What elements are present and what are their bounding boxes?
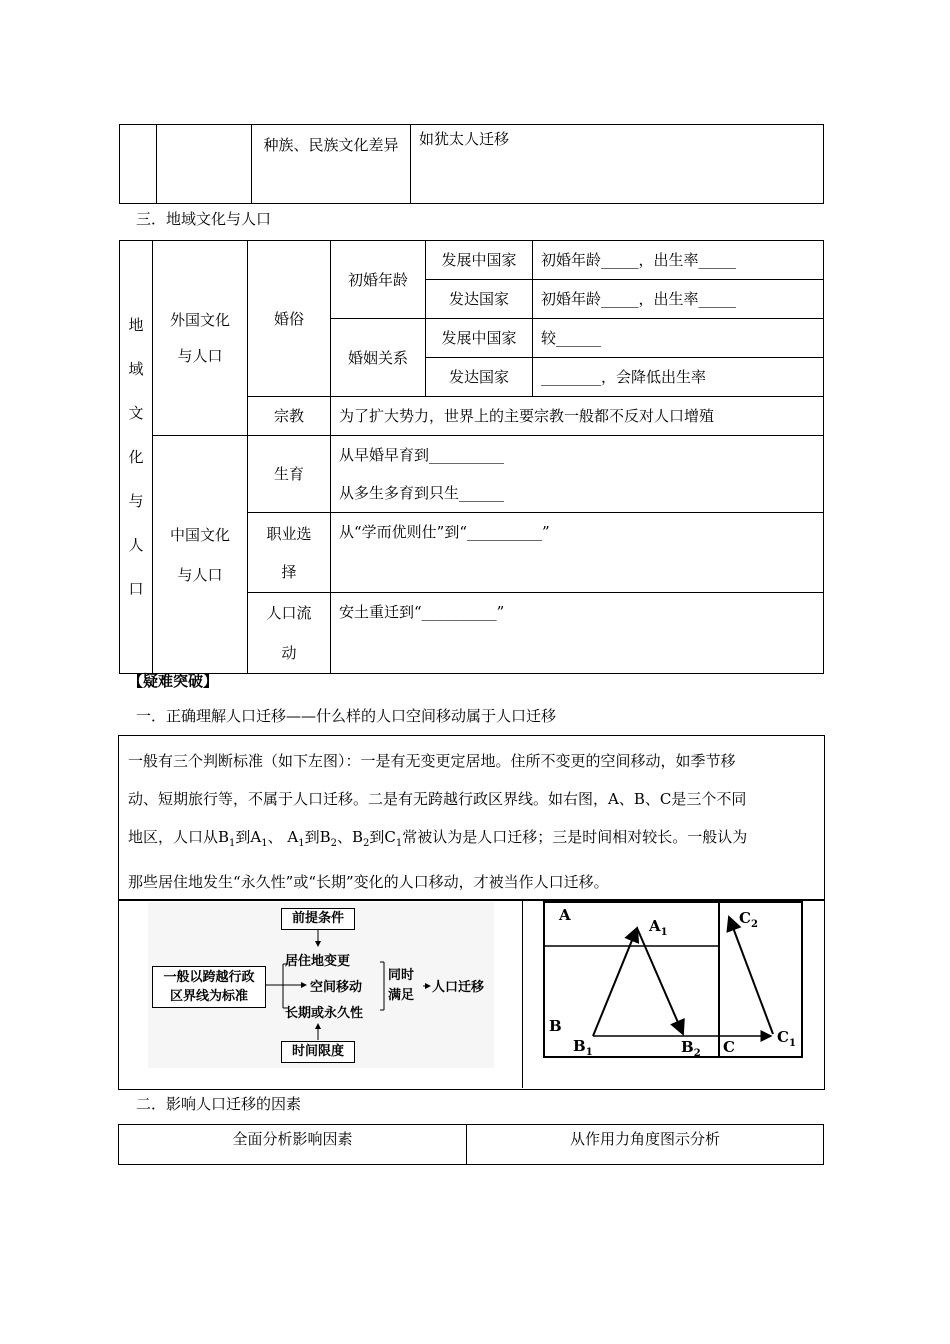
region-label-c2: $C_2$ xyxy=(739,909,758,930)
row-country: 发达国家 xyxy=(426,280,533,319)
bottom-table-col1: 全面分析影响因素 xyxy=(119,1125,467,1165)
residence-change-label: 居住地变更 xyxy=(285,954,351,969)
region-diagram-lines xyxy=(543,901,805,1059)
region-label-c1: $C_1$ xyxy=(777,1028,796,1049)
section2-title: 二．影响人口迁移的因素 xyxy=(136,1095,302,1113)
row-country: 发达国家 xyxy=(426,358,533,397)
row-text: ________，会降低出生率 xyxy=(533,358,824,397)
section3-title: 三．地域文化与人口 xyxy=(136,210,272,228)
explanation-line: 地区，人口从$B_1$到$A_1$、 $A_1$到$B_2$、$B_2$到$C_1$常被认为是人口迁移；三是时间相对较长。一般认为 xyxy=(128,828,748,849)
top-table-cell-3: 种族、民族文化差异 xyxy=(252,125,411,204)
row-text: 较______ xyxy=(533,319,824,358)
region-label-a: A xyxy=(559,906,571,924)
religion-label: 宗教 xyxy=(248,397,331,436)
long-term-label: 长期或永久性 xyxy=(285,1006,364,1021)
religion-text: 为了扩大势力，世界上的主要宗教一般都不反对人口增殖 xyxy=(331,397,824,436)
career-text: 从“学而优则仕”到“__________” xyxy=(331,513,824,593)
migration-result-label: 人口迁移 xyxy=(432,980,485,995)
region-label-a1: $A_1$ xyxy=(649,917,668,938)
section1-title: 一．正确理解人口迁移——什么样的人口空间移动属于人口迁移 xyxy=(136,707,557,725)
top-table-cell-2 xyxy=(157,125,252,204)
bottom-table xyxy=(118,1124,824,1165)
foreign-culture-label: 外国文化 与人口 xyxy=(153,241,248,436)
row-country: 发展中国家 xyxy=(426,241,533,280)
spatial-movement-label: 空间移动 xyxy=(310,980,363,995)
mobility-text: 安土重迁到“__________” xyxy=(331,593,824,674)
region-label-b1: $B_1$ xyxy=(573,1037,593,1058)
row-country: 发展中国家 xyxy=(426,319,533,358)
career-label: 职业选 择 xyxy=(248,513,331,593)
culture-table xyxy=(119,240,824,674)
mobility-label: 人口流 动 xyxy=(248,593,331,674)
culture-left-header: 地 域 文 化 与 人 口 xyxy=(120,241,153,674)
first-marriage-age-label: 初婚年龄 xyxy=(331,241,426,319)
region-label-c: C xyxy=(723,1038,735,1056)
difficulty-title: 【疑难突破】 xyxy=(128,672,219,690)
chinese-culture-label: 中国文化 与人口 xyxy=(153,436,248,674)
top-table-cell-1 xyxy=(120,125,157,204)
birth-label: 生育 xyxy=(248,436,331,513)
row-text: 初婚年龄_____，出生率_____ xyxy=(533,241,824,280)
region-diagram xyxy=(543,901,805,1059)
top-table-cell-4: 如犹太人迁移 xyxy=(411,125,824,204)
bottom-table-col2: 从作用力角度图示分析 xyxy=(467,1125,824,1165)
marriage-customs-label: 婚俗 xyxy=(248,241,331,397)
row-text: 初婚年龄_____，出生率_____ xyxy=(533,280,824,319)
explanation-text xyxy=(128,742,818,901)
region-label-b2: $B_2$ xyxy=(681,1038,701,1059)
explanation-line: 那些居住地发生“永久性”或“长期”变化的人口移动，才被当作人口迁移。 xyxy=(128,873,609,891)
explanation-line: 动、短期旅行等，不属于人口迁移。二是有无跨越行政区界线。如右图，A、B、C是三个不同 xyxy=(128,790,747,808)
criterion-box: 一般以跨越行政 区界线为标准 xyxy=(152,966,266,1008)
birth-text: 从早婚早育到__________ 从多生多育到只生______ xyxy=(331,436,824,513)
marriage-relation-label: 婚姻关系 xyxy=(331,319,426,397)
flowchart xyxy=(148,902,494,1068)
time-limit-box: 时间限度 xyxy=(281,1041,355,1063)
region-label-b: B xyxy=(549,1017,562,1035)
figures-divider xyxy=(522,899,523,1088)
premise-box: 前提条件 xyxy=(281,908,355,930)
top-table xyxy=(119,124,824,204)
explanation-line: 一般有三个判断标准（如下左图）：一是有无变更定居地。住所不变更的空间移动，如季节移 xyxy=(128,752,736,770)
satisfy-label: 同时 满足 xyxy=(388,968,415,1003)
